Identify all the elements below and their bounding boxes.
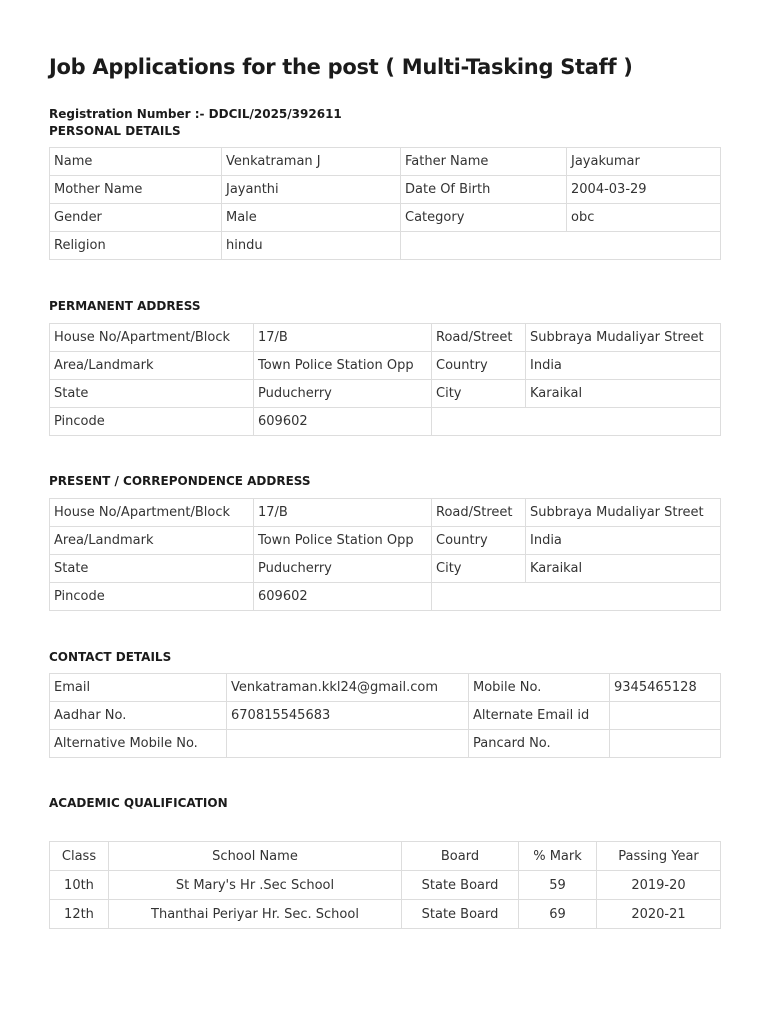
field-label: Gender [50,204,222,232]
table-row [50,871,721,900]
field-value [610,730,721,758]
field-label: Mother Name [50,176,222,204]
field-value [227,730,469,758]
field-value: 9345465128 [610,674,721,702]
field-value: obc [567,204,721,232]
table-row [50,324,721,352]
field-label: Mobile No. [469,674,610,702]
present-address-table [49,498,721,611]
contact-details-table [49,673,721,758]
field-value: Venkatraman.kkl24@gmail.com [227,674,469,702]
table-cell: State Board [402,900,519,929]
table-row [50,499,721,527]
field-value: Town Police Station Opp [254,527,432,555]
table-row [50,555,721,583]
field-label: Road/Street [432,324,526,352]
table-row [50,148,721,176]
table-cell: 2020-21 [597,900,721,929]
field-label: Country [432,527,526,555]
personal-details-table [49,147,721,260]
academic-qualification-heading: ACADEMIC QUALIFICATION [49,796,228,810]
permanent-address-table [49,323,721,436]
field-label: Area/Landmark [50,527,254,555]
present-address-heading: PRESENT / CORREPONDENCE ADDRESS [49,474,311,488]
permanent-address-heading: PERMANENT ADDRESS [49,299,201,313]
field-value: 609602 [254,583,432,611]
column-header: Board [402,842,519,871]
column-header: % Mark [519,842,597,871]
field-label: Religion [50,232,222,260]
field-value: Subbraya Mudaliyar Street [526,499,721,527]
field-label: State [50,380,254,408]
empty-cell [432,408,721,436]
table-cell: 69 [519,900,597,929]
table-row [50,352,721,380]
field-value: 17/B [254,499,432,527]
table-row [50,408,721,436]
table-row [50,527,721,555]
table-cell: State Board [402,871,519,900]
field-value: Subbraya Mudaliyar Street [526,324,721,352]
field-label: City [432,380,526,408]
field-label: Father Name [401,148,567,176]
field-value: hindu [222,232,401,260]
field-label: State [50,555,254,583]
table-row [50,583,721,611]
field-label: Name [50,148,222,176]
field-label: Alternative Mobile No. [50,730,227,758]
personal-details-heading: PERSONAL DETAILS [49,124,181,138]
field-value: 670815545683 [227,702,469,730]
field-label: House No/Apartment/Block [50,499,254,527]
field-label: Area/Landmark [50,352,254,380]
table-header-row [50,842,721,871]
table-cell: St Mary's Hr .Sec School [109,871,402,900]
table-row [50,702,721,730]
table-row [50,204,721,232]
field-value: India [526,527,721,555]
field-value: Puducherry [254,380,432,408]
field-label: Email [50,674,227,702]
field-label: City [432,555,526,583]
field-value: Puducherry [254,555,432,583]
table-row [50,232,721,260]
academic-qualification-table [49,841,721,929]
field-value: 17/B [254,324,432,352]
column-header: Class [50,842,109,871]
field-label: Alternate Email id [469,702,610,730]
field-value: Venkatraman J [222,148,401,176]
table-row [50,380,721,408]
column-header: Passing Year [597,842,721,871]
registration-number: Registration Number :- DDCIL/2025/392611 [49,107,342,121]
field-value [610,702,721,730]
field-value: 2004-03-29 [567,176,721,204]
field-label: Country [432,352,526,380]
field-value: Town Police Station Opp [254,352,432,380]
column-header: School Name [109,842,402,871]
field-label: Pincode [50,408,254,436]
empty-cell [432,583,721,611]
table-row [50,674,721,702]
empty-cell [401,232,721,260]
field-value: Karaikal [526,555,721,583]
field-value: Jayanthi [222,176,401,204]
field-value: India [526,352,721,380]
field-label: House No/Apartment/Block [50,324,254,352]
table-row [50,176,721,204]
field-label: Aadhar No. [50,702,227,730]
field-value: 609602 [254,408,432,436]
table-cell: 59 [519,871,597,900]
table-cell: 12th [50,900,109,929]
table-row [50,730,721,758]
field-label: Road/Street [432,499,526,527]
field-value: Karaikal [526,380,721,408]
field-value: Jayakumar [567,148,721,176]
contact-details-heading: CONTACT DETAILS [49,650,172,664]
field-label: Pancard No. [469,730,610,758]
field-label: Date Of Birth [401,176,567,204]
field-value: Male [222,204,401,232]
field-label: Category [401,204,567,232]
table-row [50,900,721,929]
page-title: Job Applications for the post ( Multi-Tasking Staff ) [49,55,633,79]
table-cell: Thanthai Periyar Hr. Sec. School [109,900,402,929]
field-label: Pincode [50,583,254,611]
table-cell: 10th [50,871,109,900]
table-cell: 2019-20 [597,871,721,900]
